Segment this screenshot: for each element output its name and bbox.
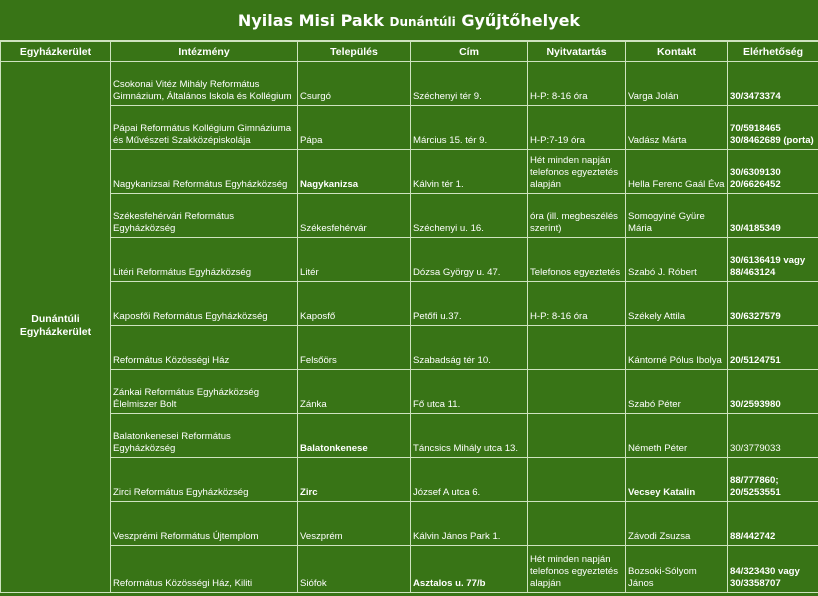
contact-cell: Somogyiné Gyüre Mária <box>626 194 728 238</box>
town-cell: Veszprém <box>298 502 411 546</box>
institution-cell: Veszprémi Református Újtemplom <box>111 502 298 546</box>
table-row <box>1 62 818 106</box>
institution-cell: Zirci Református Egyházközség <box>111 458 298 502</box>
phone-cell: 30/3779033 <box>728 414 818 458</box>
contact-cell: Kántorné Pólus Ibolya <box>626 326 728 370</box>
contact-cell: Szabó Péter <box>626 370 728 414</box>
contact-cell: Bozsoki-Sólyom János <box>626 546 728 593</box>
contact-cell: Vadász Márta <box>626 106 728 150</box>
address-cell: Szabadság tér 10. <box>411 326 528 370</box>
table-row <box>1 150 818 194</box>
phone-cell: 30/6136419 vagy 88/463124 <box>728 238 818 282</box>
contact-cell: Németh Péter <box>626 414 728 458</box>
address-cell: Kálvin tér 1. <box>411 150 528 194</box>
table-row <box>1 458 818 502</box>
town-cell: Nagykanizsa <box>298 150 411 194</box>
title-region: Dunántúli <box>389 15 456 29</box>
hours-cell: H-P:7-19 óra <box>528 106 626 150</box>
address-cell: József A utca 6. <box>411 458 528 502</box>
phone-cell: 84/323430 vagy 30/3358707 <box>728 546 818 593</box>
institution-cell: Balatonkenesei Református Egyházközség <box>111 414 298 458</box>
table-row <box>1 370 818 414</box>
institution-cell: Kaposfői Református Egyházközség <box>111 282 298 326</box>
header-contact: Kontakt <box>626 42 728 62</box>
phone-cell: 88/442742 <box>728 502 818 546</box>
phone-cell: 30/6309130 20/6626452 <box>728 150 818 194</box>
institution-cell: Nagykanizsai Református Egyházközség <box>111 150 298 194</box>
address-cell: Dózsa György u. 47. <box>411 238 528 282</box>
region-cell: Dunántúli Egyházkerület <box>1 62 111 593</box>
hours-cell <box>528 370 626 414</box>
contact-cell: Hella Ferenc Gaál Éva <box>626 150 728 194</box>
table-row <box>1 194 818 238</box>
institution-cell: Református Közösségi Ház <box>111 326 298 370</box>
town-cell: Balatonkenese <box>298 414 411 458</box>
contact-cell: Szabó J. Róbert <box>626 238 728 282</box>
address-cell: Széchenyi tér 9. <box>411 62 528 106</box>
hours-cell <box>528 414 626 458</box>
hours-cell: Telefonos egyeztetés <box>528 238 626 282</box>
address-cell: Széchenyi u. 16. <box>411 194 528 238</box>
header-hours: Nyitvatartás <box>528 42 626 62</box>
header-address: Cím <box>411 42 528 62</box>
address-cell: Petőfi u.37. <box>411 282 528 326</box>
table-row <box>1 106 818 150</box>
collection-points-table <box>0 41 818 593</box>
contact-cell: Székely Attila <box>626 282 728 326</box>
hours-cell <box>528 458 626 502</box>
sheet-title <box>0 0 818 41</box>
title-main: Nyilas Misi Pakk <box>237 11 384 30</box>
phone-cell: 88/777860; 20/5253551 <box>728 458 818 502</box>
town-cell: Pápa <box>298 106 411 150</box>
header-region: Egyházkerület <box>1 42 111 62</box>
institution-cell: Litéri Református Egyházközség <box>111 238 298 282</box>
header-town: Település <box>298 42 411 62</box>
header-phone: Elérhetőség <box>728 42 818 62</box>
town-cell: Zirc <box>298 458 411 502</box>
hours-cell <box>528 502 626 546</box>
hours-cell: óra (ill. megbeszélés szerint) <box>528 194 626 238</box>
hours-cell <box>528 326 626 370</box>
town-cell: Székesfehérvár <box>298 194 411 238</box>
hours-cell: Hét minden napján telefonos egyeztetés alapján <box>528 546 626 593</box>
title-end: Gyűjtőhelyek <box>461 11 581 30</box>
phone-cell: 20/5124751 <box>728 326 818 370</box>
town-cell: Siófok <box>298 546 411 593</box>
address-cell: Március 15. tér 9. <box>411 106 528 150</box>
institution-cell: Csokonai Vitéz Mihály Református Gimnázium, Általános Iskola és Kollégium <box>111 62 298 106</box>
table-row <box>1 282 818 326</box>
hours-cell: H-P: 8-16 óra <box>528 62 626 106</box>
institution-cell: Zánkai Református Egyházközség Élelmiszer Bolt <box>111 370 298 414</box>
table-row <box>1 326 818 370</box>
town-cell: Kaposfő <box>298 282 411 326</box>
table-row <box>1 502 818 546</box>
institution-cell: Székesfehérvári Református Egyházközség <box>111 194 298 238</box>
phone-cell: 70/5918465 30/8462689 (porta) <box>728 106 818 150</box>
address-cell: Táncsics Mihály utca 13. <box>411 414 528 458</box>
town-cell: Zánka <box>298 370 411 414</box>
town-cell: Felsőörs <box>298 326 411 370</box>
contact-cell: Vecsey Katalin <box>626 458 728 502</box>
header-institution: Intézmény <box>111 42 298 62</box>
address-cell: Fő utca 11. <box>411 370 528 414</box>
header-row <box>1 42 818 62</box>
town-cell: Litér <box>298 238 411 282</box>
phone-cell: 30/2593980 <box>728 370 818 414</box>
table-row <box>1 238 818 282</box>
phone-cell: 30/3473374 <box>728 62 818 106</box>
address-cell: Asztalos u. 77/b <box>411 546 528 593</box>
address-cell: Kálvin János Park 1. <box>411 502 528 546</box>
contact-cell: Závodi Zsuzsa <box>626 502 728 546</box>
phone-cell: 30/6327579 <box>728 282 818 326</box>
table-row <box>1 414 818 458</box>
phone-cell: 30/4185349 <box>728 194 818 238</box>
hours-cell: H-P: 8-16 óra <box>528 282 626 326</box>
institution-cell: Pápai Református Kollégium Gimnáziuma és Művészeti Szakközépiskolája <box>111 106 298 150</box>
table-row <box>1 546 818 593</box>
hours-cell: Hét minden napján telefonos egyeztetés alapján <box>528 150 626 194</box>
institution-cell: Református Közösségi Ház, Kiliti <box>111 546 298 593</box>
town-cell: Csurgó <box>298 62 411 106</box>
contact-cell: Varga Jolán <box>626 62 728 106</box>
